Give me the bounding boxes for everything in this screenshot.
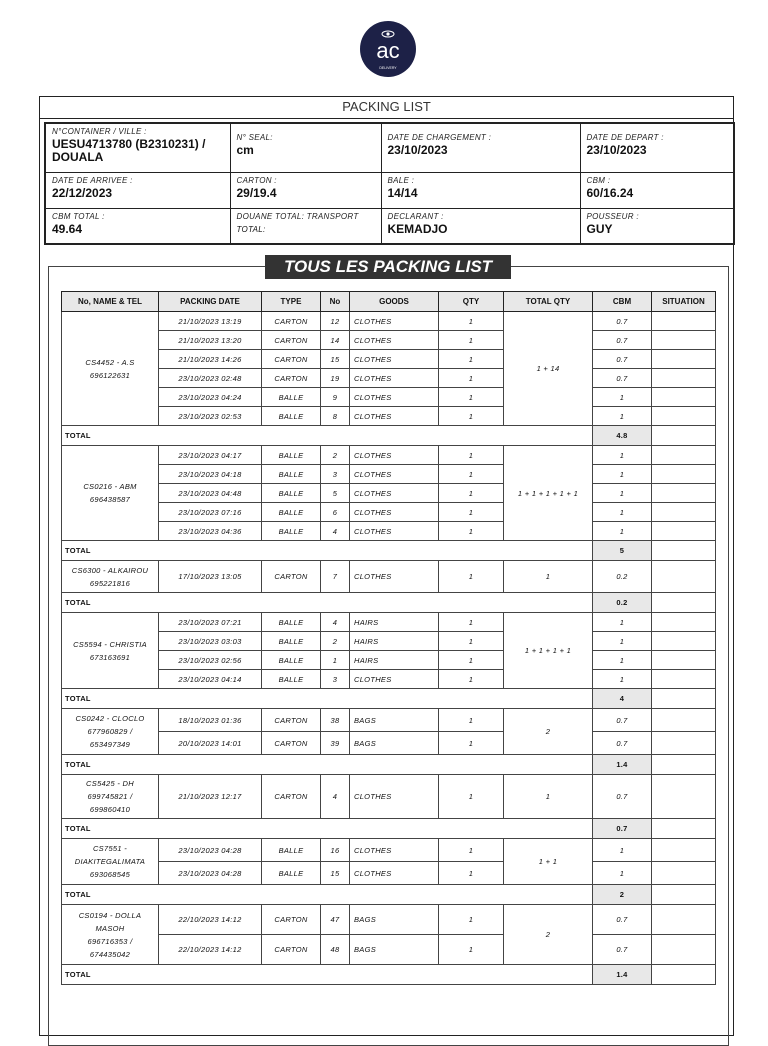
goods: CLOTHES xyxy=(350,839,439,862)
table-row xyxy=(62,670,716,689)
packing-date: 22/10/2023 14:12 xyxy=(159,935,262,965)
arrivee-value: 22/12/2023 xyxy=(52,185,113,200)
qty: 1 xyxy=(439,651,504,670)
table-row xyxy=(62,632,716,651)
cbm: 1 xyxy=(593,862,652,885)
goods: BAGS xyxy=(350,905,439,935)
customer-name-tel xyxy=(62,446,159,541)
group-total-row xyxy=(62,885,716,905)
customer-line: 699860410 xyxy=(89,805,131,814)
goods: CLOTHES xyxy=(350,484,439,503)
package-no: 4 xyxy=(321,522,350,541)
bale-value: 14/14 xyxy=(387,185,418,200)
seal-cell: N° SEAL: cm xyxy=(230,123,381,172)
package-no: 39 xyxy=(321,732,350,755)
cbm: 1 xyxy=(593,407,652,426)
package-type: CARTON xyxy=(262,561,321,593)
qty: 1 xyxy=(439,350,504,369)
package-no: 3 xyxy=(321,670,350,689)
qty: 1 xyxy=(439,670,504,689)
situation xyxy=(652,465,716,484)
goods: CLOTHES xyxy=(350,775,439,819)
packing-date: 23/10/2023 02:53 xyxy=(159,407,262,426)
declarant-cell: DECLARANT : KEMADJO xyxy=(381,208,580,244)
goods: CLOTHES xyxy=(350,446,439,465)
total-label: TOTAL xyxy=(62,755,593,775)
customer-line: 696122631 xyxy=(89,370,131,380)
customer-line: 674435042 xyxy=(89,949,131,959)
table-row xyxy=(62,446,716,465)
seal-value: cm xyxy=(236,143,254,157)
cbm: 1 xyxy=(593,651,652,670)
total-label: TOTAL xyxy=(62,885,593,905)
svg-text:ac: ac xyxy=(376,38,400,63)
package-type: CARTON xyxy=(262,331,321,350)
situation xyxy=(652,709,716,732)
packing-list-frame xyxy=(39,96,734,1036)
situation xyxy=(652,407,716,426)
total-qty: 2 xyxy=(504,905,593,965)
package-no: 12 xyxy=(321,312,350,331)
qty: 1 xyxy=(439,388,504,407)
situation xyxy=(652,613,716,632)
goods: BAGS xyxy=(350,935,439,965)
qty: 1 xyxy=(439,407,504,426)
situation xyxy=(652,935,716,965)
group-total-row xyxy=(62,593,716,613)
cbm-total-cell: CBM TOTAL : 49.64 xyxy=(45,208,230,244)
package-no: 4 xyxy=(321,613,350,632)
group-total-row xyxy=(62,965,716,985)
cbm: 0.7 xyxy=(593,369,652,388)
total-label: TOTAL xyxy=(62,819,593,839)
package-type: CARTON xyxy=(262,905,321,935)
customer-line: 653497349 xyxy=(89,740,131,749)
packing-date: 21/10/2023 13:20 xyxy=(159,331,262,350)
package-no: 3 xyxy=(321,465,350,484)
customer-line: 696716353 / xyxy=(87,936,133,946)
group-total-row xyxy=(62,426,716,446)
table-row xyxy=(62,935,716,965)
table-row xyxy=(62,732,716,755)
packing-date: 23/10/2023 04:24 xyxy=(159,388,262,407)
table-row xyxy=(62,862,716,885)
package-type: CARTON xyxy=(262,312,321,331)
goods: CLOTHES xyxy=(350,407,439,426)
cbm: 0.7 xyxy=(593,775,652,819)
package-type: BALLE xyxy=(262,503,321,522)
cbm: 1 xyxy=(593,839,652,862)
goods: BAGS xyxy=(350,709,439,732)
container-cell: N°CONTAINER / VILLE : UESU4713780 (B2310231) / DOUALA xyxy=(45,123,230,172)
situation xyxy=(652,388,716,407)
total-cbm: 4 xyxy=(593,689,652,709)
situation xyxy=(652,905,716,935)
packing-date: 23/10/2023 04:18 xyxy=(159,465,262,484)
cbm-total-value: 49.64 xyxy=(52,221,83,236)
cbm: 0.7 xyxy=(593,732,652,755)
goods: HAIRS xyxy=(350,613,439,632)
container-value: UESU4713780 (B2310231) / DOUALA xyxy=(52,137,206,164)
package-no: 38 xyxy=(321,709,350,732)
package-type: BALLE xyxy=(262,670,321,689)
table-row xyxy=(62,350,716,369)
customer-line: 677960829 / xyxy=(87,727,133,736)
customer-line: 696438587 xyxy=(89,495,131,504)
table-row xyxy=(62,839,716,862)
package-no: 15 xyxy=(321,862,350,885)
table-row xyxy=(62,312,716,331)
package-no: 47 xyxy=(321,905,350,935)
customer-line: 693068545 xyxy=(89,870,131,879)
table-row xyxy=(62,709,716,732)
bale-cell: BALE : 14/14 xyxy=(381,172,580,208)
customer-line: CS4452 - A.S xyxy=(85,357,135,367)
packing-date: 23/10/2023 07:16 xyxy=(159,503,262,522)
table-row xyxy=(62,905,716,935)
cbm: 0.7 xyxy=(593,350,652,369)
declarant-value: KEMADJO xyxy=(387,221,448,236)
total-qty: 1 + 1 + 1 + 1 xyxy=(504,613,593,689)
total-qty: 1 xyxy=(504,775,593,819)
column-header: GOODS xyxy=(350,292,439,312)
situation xyxy=(652,632,716,651)
package-type: BALLE xyxy=(262,465,321,484)
packing-date: 23/10/2023 02:56 xyxy=(159,651,262,670)
total-cbm: 4.8 xyxy=(593,426,652,446)
packing-date: 23/10/2023 04:28 xyxy=(159,862,262,885)
qty: 1 xyxy=(439,312,504,331)
situation xyxy=(652,522,716,541)
customer-name-tel xyxy=(62,312,159,426)
packing-date: 23/10/2023 03:03 xyxy=(159,632,262,651)
group-total-row xyxy=(62,689,716,709)
total-situation xyxy=(652,426,716,446)
arrivee-cell: DATE DE ARRIVEE : 22/12/2023 xyxy=(45,172,230,208)
total-situation xyxy=(652,819,716,839)
column-header: No xyxy=(321,292,350,312)
cbm: 0.7 xyxy=(593,312,652,331)
package-type: CARTON xyxy=(262,369,321,388)
cbm: 1 xyxy=(593,670,652,689)
total-cbm: 0.7 xyxy=(593,819,652,839)
goods: CLOTHES xyxy=(350,670,439,689)
table-row xyxy=(62,465,716,484)
package-type: BALLE xyxy=(262,484,321,503)
packing-date: 23/10/2023 07:21 xyxy=(159,613,262,632)
package-no: 15 xyxy=(321,350,350,369)
column-header: No, NAME & TEL xyxy=(62,292,159,312)
situation xyxy=(652,651,716,670)
package-no: 48 xyxy=(321,935,350,965)
packing-date: 18/10/2023 01:36 xyxy=(159,709,262,732)
cbm: 0.7 xyxy=(593,331,652,350)
situation xyxy=(652,503,716,522)
customer-name-tel xyxy=(62,561,159,593)
package-type: BALLE xyxy=(262,839,321,862)
customer-line: CS6300 - ALKAIROU xyxy=(71,565,149,575)
table-row xyxy=(62,369,716,388)
qty: 1 xyxy=(439,503,504,522)
qty: 1 xyxy=(439,446,504,465)
customer-name-tel xyxy=(62,775,159,819)
package-no: 7 xyxy=(321,561,350,593)
cbm: 1 xyxy=(593,484,652,503)
package-type: CARTON xyxy=(262,775,321,819)
customer-line: CS0194 - DOLLA xyxy=(78,910,142,920)
situation xyxy=(652,350,716,369)
cbm: 0.2 xyxy=(593,561,652,593)
situation xyxy=(652,446,716,465)
qty: 1 xyxy=(439,905,504,935)
table-row xyxy=(62,613,716,632)
situation xyxy=(652,670,716,689)
cbm: 0.7 xyxy=(593,935,652,965)
goods: CLOTHES xyxy=(350,331,439,350)
situation xyxy=(652,732,716,755)
cbm: 1 xyxy=(593,632,652,651)
pousseur-value: GUY xyxy=(586,221,613,236)
qty: 1 xyxy=(439,839,504,862)
qty: 1 xyxy=(439,775,504,819)
depart-value: 23/10/2023 xyxy=(586,143,647,157)
customer-line: CS7551 - xyxy=(92,844,128,853)
column-header: TOTAL QTY xyxy=(504,292,593,312)
table-row xyxy=(62,331,716,350)
qty: 1 xyxy=(439,331,504,350)
packing-date: 22/10/2023 14:12 xyxy=(159,905,262,935)
total-cbm: 1.4 xyxy=(593,965,652,985)
carton-cell: CARTON : 29/19.4 xyxy=(230,172,381,208)
customer-name-tel xyxy=(62,709,159,755)
table-row xyxy=(62,651,716,670)
goods: HAIRS xyxy=(350,651,439,670)
customer-line: CS5425 - DH xyxy=(86,779,134,788)
cbm: 1 xyxy=(593,503,652,522)
qty: 1 xyxy=(439,561,504,593)
customer-name-tel xyxy=(62,839,159,885)
package-type: BALLE xyxy=(262,651,321,670)
group-total-row xyxy=(62,755,716,775)
qty: 1 xyxy=(439,613,504,632)
goods: HAIRS xyxy=(350,632,439,651)
cbm-cell: CBM : 60/16.24 xyxy=(580,172,734,208)
table-row xyxy=(62,775,716,819)
total-qty: 1 + 1 xyxy=(504,839,593,885)
package-type: CARTON xyxy=(262,732,321,755)
total-situation xyxy=(652,965,716,985)
document-title: PACKING LIST xyxy=(40,97,733,119)
goods: CLOTHES xyxy=(350,862,439,885)
packing-list-table xyxy=(61,291,716,985)
column-header: SITUATION xyxy=(652,292,716,312)
total-situation xyxy=(652,885,716,905)
goods: BAGS xyxy=(350,732,439,755)
table-row xyxy=(62,484,716,503)
packing-date: 23/10/2023 04:48 xyxy=(159,484,262,503)
situation xyxy=(652,331,716,350)
customer-line: 695221816 xyxy=(89,578,131,588)
cbm: 1 xyxy=(593,388,652,407)
package-no: 9 xyxy=(321,388,350,407)
total-label: TOTAL xyxy=(62,593,593,613)
total-situation xyxy=(652,593,716,613)
table-row xyxy=(62,503,716,522)
chargement-value: 23/10/2023 xyxy=(387,143,448,157)
chargement-cell: DATE DE CHARGEMENT : 23/10/2023 xyxy=(381,123,580,172)
customer-name-tel xyxy=(62,613,159,689)
situation xyxy=(652,312,716,331)
section-title: TOUS LES PACKING LIST xyxy=(265,255,511,279)
package-type: BALLE xyxy=(262,407,321,426)
packing-date: 23/10/2023 04:17 xyxy=(159,446,262,465)
total-qty: 1 + 14 xyxy=(504,312,593,426)
customer-line: CS0242 - CLOCLO xyxy=(75,714,145,723)
qty: 1 xyxy=(439,522,504,541)
qty: 1 xyxy=(439,732,504,755)
package-type: CARTON xyxy=(262,350,321,369)
cbm-value: 60/16.24 xyxy=(586,185,634,200)
packing-date: 23/10/2023 04:28 xyxy=(159,839,262,862)
package-type: BALLE xyxy=(262,862,321,885)
customer-line: 699745821 / xyxy=(87,792,133,801)
packing-date: 17/10/2023 13:05 xyxy=(159,561,262,593)
packing-date: 23/10/2023 04:36 xyxy=(159,522,262,541)
column-header: PACKING DATE xyxy=(159,292,262,312)
total-qty: 2 xyxy=(504,709,593,755)
qty: 1 xyxy=(439,935,504,965)
qty: 1 xyxy=(439,862,504,885)
packing-date: 20/10/2023 14:01 xyxy=(159,732,262,755)
total-label: TOTAL xyxy=(62,689,593,709)
depart-cell: DATE DE DEPART : 23/10/2023 xyxy=(580,123,734,172)
package-type: CARTON xyxy=(262,709,321,732)
customer-line: DIAKITEGALIMATA xyxy=(74,857,146,866)
goods: CLOTHES xyxy=(350,388,439,407)
cbm: 1 xyxy=(593,446,652,465)
total-cbm: 5 xyxy=(593,541,652,561)
cbm: 1 xyxy=(593,522,652,541)
situation xyxy=(652,839,716,862)
pousseur-cell: POUSSEUR : GUY xyxy=(580,208,734,244)
goods: CLOTHES xyxy=(350,522,439,541)
packing-date: 23/10/2023 02:48 xyxy=(159,369,262,388)
package-type: BALLE xyxy=(262,632,321,651)
package-no: 14 xyxy=(321,331,350,350)
column-header: QTY xyxy=(439,292,504,312)
situation xyxy=(652,369,716,388)
total-situation xyxy=(652,755,716,775)
table-row xyxy=(62,407,716,426)
svg-text:DELIVERY: DELIVERY xyxy=(379,66,397,70)
goods: CLOTHES xyxy=(350,503,439,522)
cbm: 0.7 xyxy=(593,905,652,935)
carton-value: 29/19.4 xyxy=(236,185,277,200)
table-row xyxy=(62,561,716,593)
table-header-row xyxy=(62,292,716,312)
column-header: TYPE xyxy=(262,292,321,312)
packing-date: 21/10/2023 12:17 xyxy=(159,775,262,819)
package-no: 2 xyxy=(321,632,350,651)
packing-date: 21/10/2023 13:19 xyxy=(159,312,262,331)
qty: 1 xyxy=(439,484,504,503)
situation xyxy=(652,484,716,503)
total-situation xyxy=(652,689,716,709)
packing-date: 23/10/2023 04:14 xyxy=(159,670,262,689)
situation xyxy=(652,561,716,593)
cbm: 1 xyxy=(593,613,652,632)
goods: CLOTHES xyxy=(350,312,439,331)
package-no: 8 xyxy=(321,407,350,426)
package-type: BALLE xyxy=(262,446,321,465)
package-no: 1 xyxy=(321,651,350,670)
package-type: CARTON xyxy=(262,935,321,965)
qty: 1 xyxy=(439,369,504,388)
package-no: 16 xyxy=(321,839,350,862)
situation xyxy=(652,862,716,885)
goods: CLOTHES xyxy=(350,369,439,388)
package-no: 19 xyxy=(321,369,350,388)
company-logo xyxy=(359,20,417,78)
shipment-info-table xyxy=(44,122,735,245)
total-label: TOTAL xyxy=(62,426,593,446)
total-cbm: 1.4 xyxy=(593,755,652,775)
package-no: 2 xyxy=(321,446,350,465)
qty: 1 xyxy=(439,632,504,651)
package-type: BALLE xyxy=(262,613,321,632)
total-qty: 1 xyxy=(504,561,593,593)
cbm: 1 xyxy=(593,465,652,484)
package-no: 4 xyxy=(321,775,350,819)
customer-line: MASOH xyxy=(95,923,125,933)
packing-date: 21/10/2023 14:26 xyxy=(159,350,262,369)
group-total-row xyxy=(62,541,716,561)
total-label: TOTAL xyxy=(62,965,593,985)
total-cbm: 2 xyxy=(593,885,652,905)
qty: 1 xyxy=(439,465,504,484)
table-row xyxy=(62,388,716,407)
total-situation xyxy=(652,541,716,561)
customer-line: CS0216 - ABM xyxy=(83,482,137,491)
cbm: 0.7 xyxy=(593,709,652,732)
customer-name-tel xyxy=(62,905,159,965)
package-no: 6 xyxy=(321,503,350,522)
goods: CLOTHES xyxy=(350,465,439,484)
situation xyxy=(652,775,716,819)
table-row xyxy=(62,522,716,541)
package-no: 5 xyxy=(321,484,350,503)
total-label: TOTAL xyxy=(62,541,593,561)
douane-cell: DOUANE TOTAL: TRANSPORT TOTAL: xyxy=(230,208,381,244)
customer-line: CS5594 - CHRISTIA xyxy=(73,639,147,649)
customer-line: 673163691 xyxy=(89,652,131,662)
total-qty: 1 + 1 + 1 + 1 + 1 xyxy=(504,446,593,541)
goods: CLOTHES xyxy=(350,350,439,369)
package-type: BALLE xyxy=(262,522,321,541)
total-cbm: 0.2 xyxy=(593,593,652,613)
column-header: CBM xyxy=(593,292,652,312)
qty: 1 xyxy=(439,709,504,732)
goods: CLOTHES xyxy=(350,561,439,593)
group-total-row xyxy=(62,819,716,839)
package-type: BALLE xyxy=(262,388,321,407)
